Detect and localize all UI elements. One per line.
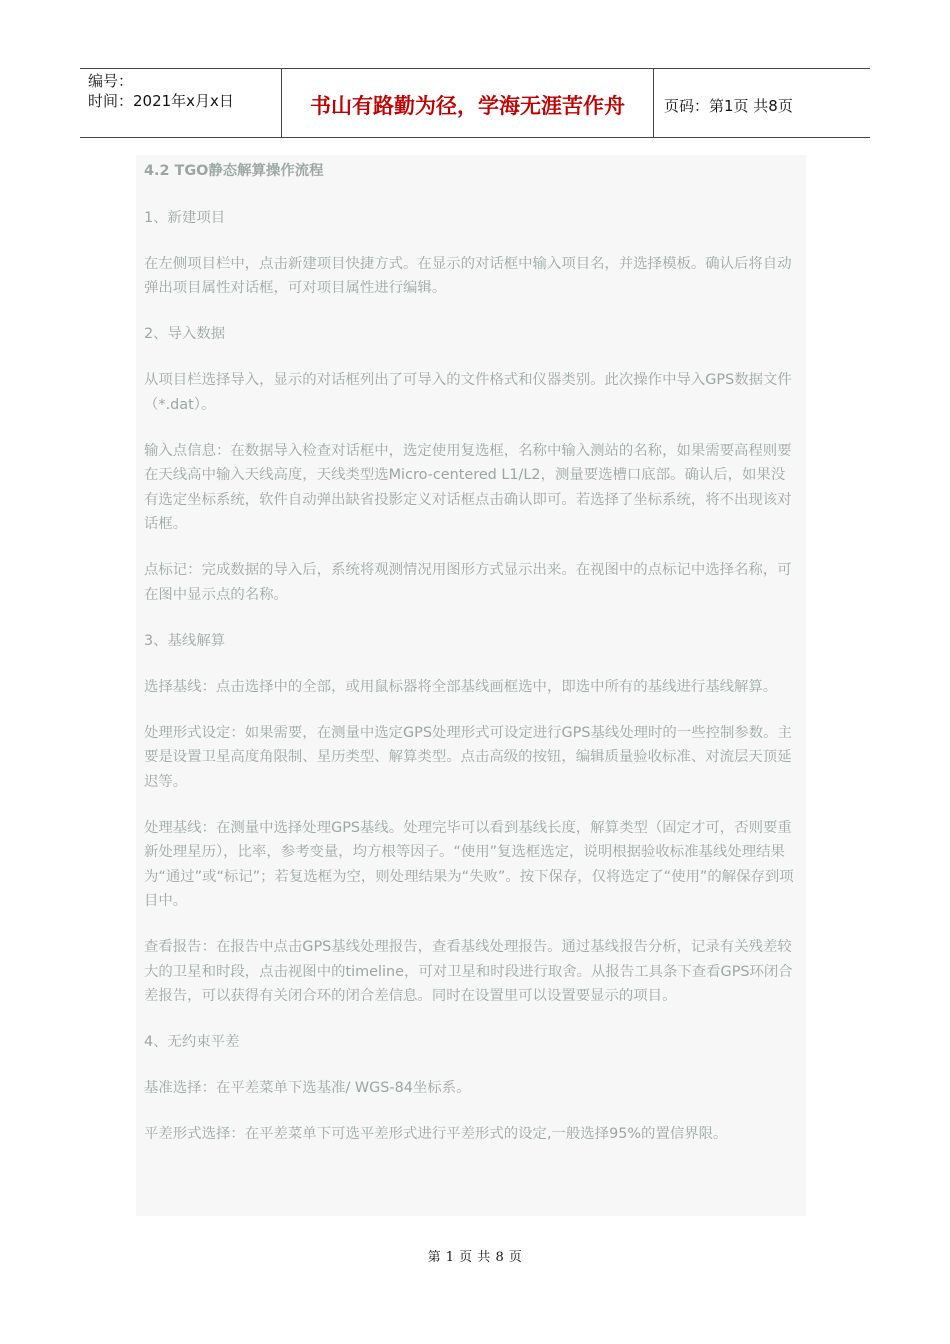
paragraph: 点标记：完成数据的导入后，系统将观测情况用图形方式显示出来。在视图中的点标记中选择名称，可在图中显示点的名称。 (144, 562, 792, 603)
step-heading: 1、新建项目 (144, 209, 226, 226)
page-footer: 第 1 页 共 8 页 (427, 1250, 523, 1265)
paragraph: 从项目栏选择导入，显示的对话框列出了可导入的文件格式和仪器类别。此次操作中导入GPS数据文件（*.dat）。 (144, 372, 792, 413)
step-heading: 4、无约束平差 (144, 1034, 240, 1050)
header-meta (80, 69, 282, 137)
paragraph: 处理形式设定：如果需要，在测量中选定GPS处理形式可设定进行GPS基线处理时的一些控制参数。主要是设置卫星高度角限制、星历类型、解算类型。点击高级的按钮，编辑质量验收标准、对流层天顶延迟等。 (144, 724, 792, 790)
paragraph: 平差形式选择：在平差菜单下可选平差形式进行平差形式的设定,一般选择95%的置信界限。 (144, 1126, 728, 1142)
step-heading: 3、基线解算 (144, 632, 226, 649)
paragraph: 处理基线：在测量中选择处理GPS基线。处理完毕可以看到基线长度，解算类型（固定才可，否则要重新处理星历），比率，参考变量，均方根等因子。“使用”复选框选定，说明根据验收标准基线处理结果为“通过”或“标记”；若复选框为空，则处理结果为“失败”。按下保存，仅将选定了“使用”的解保存到项目中。 (144, 819, 794, 909)
document-number-label: 编号： (88, 72, 134, 90)
header-page-number: 页码：第1页 共8页 (664, 96, 793, 115)
section-title: 4.2 TGO静态解算操作流程 (144, 163, 324, 179)
paragraph: 在左侧项目栏中，点击新建项目快捷方式。在显示的对话框中输入项目名，并选择模板。确认后将自动弹出项目属性对话框，可对项目属性进行编辑。 (144, 255, 792, 296)
paragraph: 基准选择：在平差菜单下选基准/ WGS-84坐标系。 (144, 1080, 471, 1096)
page-header (80, 68, 870, 138)
step-heading: 2、导入数据 (144, 326, 226, 342)
header-motto: 书山有路勤为径，学海无涯苦作舟 (282, 69, 654, 137)
document-time-label: 时间：2021年x月x日 (88, 92, 234, 110)
paragraph: 输入点信息：在数据导入检查对话框中，选定使用复选框，名称中输入测站的名称，如果需要高程则要在天线高中输入天线高度，天线类型选Micro-centered L1/L2，测量要选槽口底部。确认后，如果没有选定坐标系统，软件自动弹出缺省投影定义对话框点击确认即可。若选择了坐标系统，将不出现该对话框。 (144, 442, 792, 532)
paragraph: 选择基线：点击选择中的全部，或用鼠标器将全部基线画框选中，即选中所有的基线进行基线解算。 (144, 678, 778, 695)
document-body (136, 155, 806, 1216)
paragraph: 查看报告：在报告中点击GPS基线处理报告，查看基线处理报告。通过基线报告分析，记录有关残差较大的卫星和时段，点击视图中的timeline，可对卫星和时段进行取舍。从报告工具条下查看GPS环闭合差报告，可以获得有关闭合环的闭合差信息。同时在设置里可以设置要显示的项目。 (144, 939, 793, 1004)
